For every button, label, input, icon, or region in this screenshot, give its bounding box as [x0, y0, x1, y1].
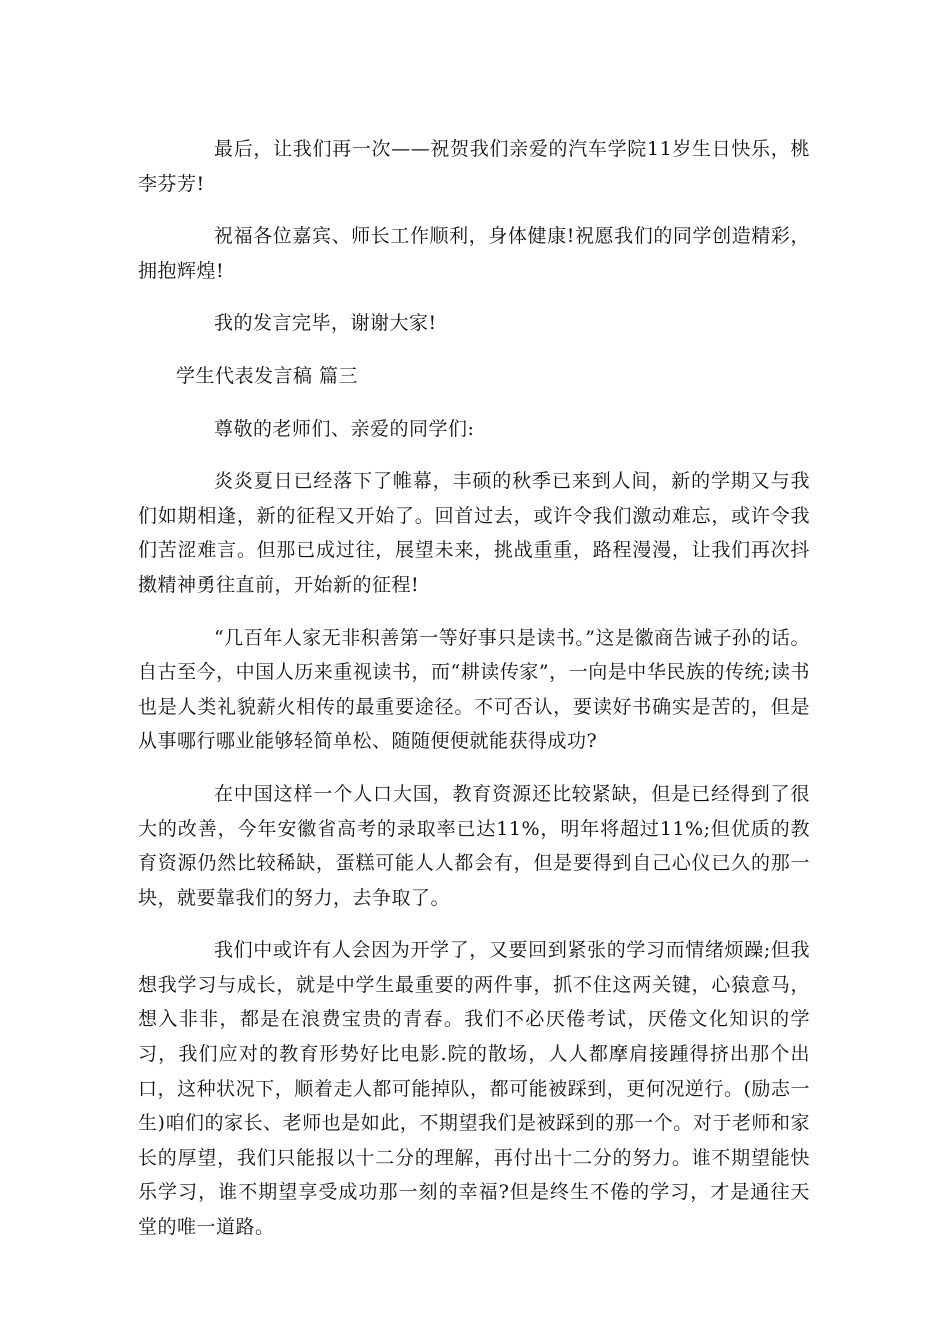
paragraph-new-semester: 炎炎夏日已经落下了帷幕，丰硕的秋季已来到人间，新的学期又与我们如期相逢，新的征程又开始了。回首过去，或许令我们激动难忘，或许令我们苦涩难言。但那已成过往，展望未来，挑战重重，路程漫漫，让我们再次抖擞精神勇往直前，开始新的征程! [138, 470, 810, 596]
paragraph-learning-growth: 我们中或许有人会因为开学了，又要回到紧张的学习而情绪烦躁;但我想我学习与成长，就是中学生最重要的两件事，抓不住这两关键，心猿意马，想入非非，都是在浪费宝贵的青春。我们不必厌倦考试，厌倦文化知识的学习，我们应对的教育形势好比电影.院的散场，人人都摩肩接踵得挤出那个出口，这种状况下，顺着走人都可能掉队，都可能被踩到，更何况逆行。(励志一生)咱们的家长、老师也是如此，不期望我们是被踩到的那一个。对于老师和家长的厚望，我们只能报以十二分的理解，再付出十二分的努力。谁不期望能快乐学习，谁不期望享受成功那一刻的幸福?但是终生不倦的学习，才是通往天堂的唯一道路。 [138, 939, 810, 1239]
section-heading: 学生代表发言稿 篇三 [176, 364, 359, 387]
paragraph-education-resources: 在中国这样一个人口大国，教育资源还比较紧缺，但是已经得到了很大的改善，今年安徽省高考的录取率已达11%，明年将超过11%;但优质的教育资源仍然比较稀缺，蛋糕可能人人都会有，但是要得到自己心仪已久的那一块，就要靠我们的努力，去争取了。 [138, 782, 810, 909]
paragraph-salutation: 尊敬的老师们、亲爱的同学们: [214, 417, 475, 440]
document-body [138, 132, 810, 1245]
paragraph-thanks: 我的发言完毕，谢谢大家! [214, 312, 437, 335]
paragraph-closing-wishes: 最后，让我们再一次——祝贺我们亲爱的汽车学院11岁生日快乐，桃李芬芳! [138, 138, 810, 195]
paragraph-blessing: 祝福各位嘉宾、师长工作顺利，身体健康!祝愿我们的同学创造精彩，拥抱辉煌! [138, 225, 810, 282]
paragraph-reading-tradition: “几百年人家无非积善第一等好事只是读书。”这是徽商告诫子孙的话。自古至今，中国人历来重视读书，而“耕读传家”，一向是中华民族的传统;读书也是人类礼貌薪火相传的最重要途径。不可否认，要读好书确实是苦的，但是从事哪行哪业能够轻简单松、随随便便就能获得成功? [138, 626, 810, 753]
